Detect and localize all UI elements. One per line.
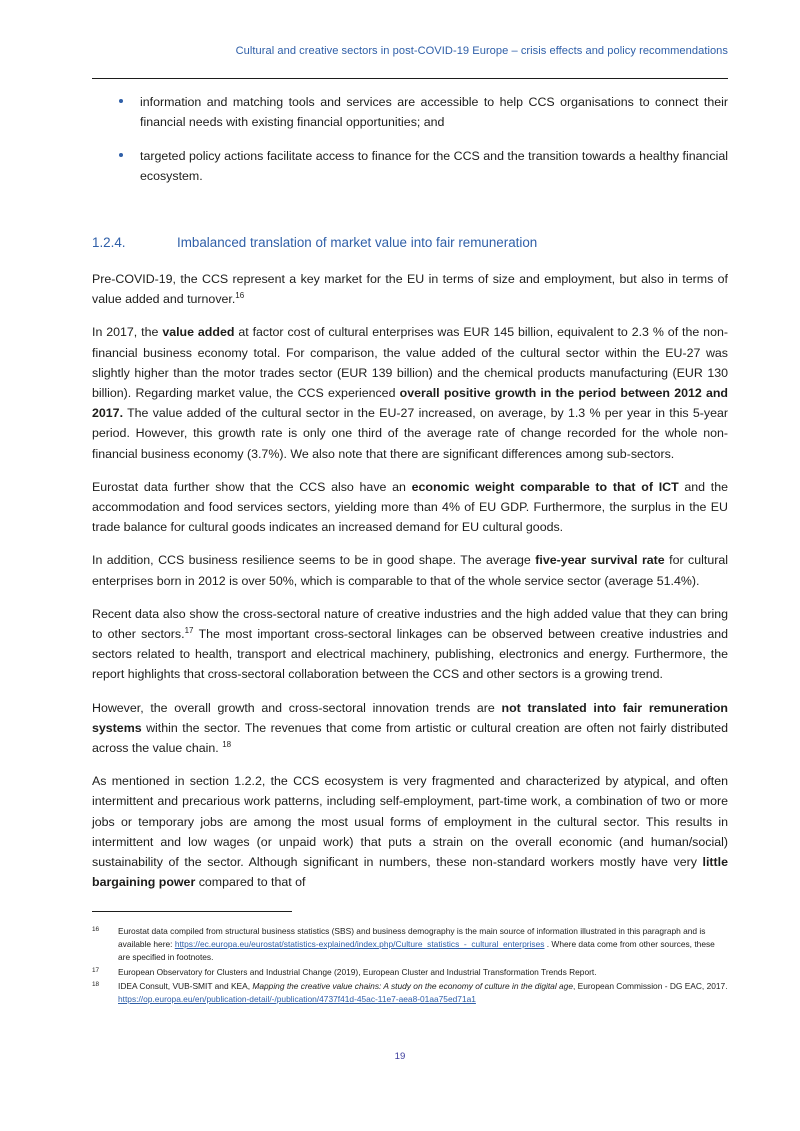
footnote-divider xyxy=(92,911,292,912)
paragraph xyxy=(92,550,728,590)
footnote-link[interactable]: https://op.europa.eu/en/publication-detail/-/publication/4737f41d-45ac-11e7-aea8-01aa75ed71a1 xyxy=(118,994,476,1005)
text-run: Recent data also show the cross-sectoral nature of creative industries and the high added value that they can bring to other sectors. xyxy=(92,606,728,642)
paragraph xyxy=(92,771,728,892)
text-run: However, the overall growth and cross-sectoral innovation trends are xyxy=(92,700,502,715)
text-run: The value added of the cultural sector in the EU-27 increased, on average, by 1.3 % per year in this 5-year period. However, this growth rate is only one third of the average rate of change recorded for the whole non-financial business economy (3.7%). We also note that there are significant differences among sub-sectors. xyxy=(92,406,728,461)
text-run: The most important cross-sectoral linkages can be observed between creative industries and sectors related to health, transport and electrical machinery, publishing, electronics and energy. Furthermore, the report highlights that cross-sectoral collaboration between the CCS and other sectors is a growing trend. xyxy=(92,627,729,682)
footnote xyxy=(92,925,728,965)
footnote-text xyxy=(118,967,597,977)
section-heading xyxy=(92,233,728,253)
text-run: In 2017, the xyxy=(92,325,163,340)
text-run: European Observatory for Clusters and Industrial Change (2019), European Cluster and Industrial Transformation Trends Report. xyxy=(118,966,597,977)
text-run: within the sector. The revenues that come from artistic or cultural creation are often not fairly distributed across the value chain. xyxy=(92,720,728,756)
text-run: for cultural enterprises born in 2012 is over 50%, which is comparable to that of the whole service sector (average 51.4%). xyxy=(92,553,728,588)
bold-run: overall positive growth in the period between 2012 and 2017. xyxy=(92,386,728,421)
bold-run: not translated into fair remuneration systems xyxy=(92,700,728,735)
footnote-reference: 18 xyxy=(222,739,232,749)
footnote-reference: 17 xyxy=(184,625,194,635)
text-run: , European Commission - DG EAC, 2017. xyxy=(573,980,728,991)
bold-run: value added xyxy=(162,325,235,340)
bullet-list xyxy=(92,92,728,186)
footnote-list xyxy=(92,925,728,1007)
bold-run: five-year survival rate xyxy=(535,553,665,568)
footnote xyxy=(92,980,728,1006)
footnote xyxy=(92,966,728,979)
bold-run: little bargaining power xyxy=(92,855,728,890)
paragraph xyxy=(92,322,728,463)
text-run: As mentioned in section 1.2.2, the CCS ecosystem is very fragmented and characterized by atypical, and often intermittent and precarious work patterns, including self-employment, part-time work, a combination of two or more jobs or temporary jobs are among the most usual forms of employment in the cultural sector. This results in intermittent and low wages (or unpaid work) that puts a strain on the overall economic (and human/social) sustainability of the sector. Although significant in numbers, these non-standard workers mostly have very xyxy=(92,774,728,870)
footnote-number: 17 xyxy=(92,966,100,974)
list-item-text: targeted policy actions facilitate access to finance for the CCS and the transition towards a healthy financial ecosystem. xyxy=(140,149,728,183)
footnote-text xyxy=(118,981,728,1004)
footnote-number: 16 xyxy=(92,926,100,933)
paragraph xyxy=(92,477,728,538)
footnote-number: 18 xyxy=(92,980,100,988)
page-content xyxy=(92,92,728,905)
list-item xyxy=(92,92,728,132)
footnote-text xyxy=(118,926,715,962)
footnote-reference: 16 xyxy=(235,291,245,301)
header-divider xyxy=(92,78,728,79)
text-run: Eurostat data further show that the CCS also have an xyxy=(92,479,412,494)
italic-run: Mapping the creative value chains: A study on the economy of culture in the digital age xyxy=(252,980,573,991)
bullet-dot-icon xyxy=(119,153,123,157)
text-run: In addition, CCS business resilience seems to be in good shape. The average xyxy=(92,553,536,568)
running-header: Cultural and creative sectors in post-COVID-19 Europe – crisis effects and policy recommendations xyxy=(235,45,728,57)
text-run: IDEA Consult, VUB-SMIT and KEA, xyxy=(118,980,253,991)
text-run: . Where data come from other sources, these are specified in footnotes. xyxy=(118,939,715,963)
footnote-link[interactable]: https://ec.europa.eu/eurostat/statistics-explained/index.php/Culture_statistics_-_cultural_enterprises xyxy=(174,939,545,950)
text-run: Eurostat data compiled from structural business statistics (SBS) and business demography is the main source of information illustrated in this paragraph and is available here: xyxy=(118,926,706,950)
text-run: Pre-COVID-19, the CCS represent a key market for the EU in terms of size and employment, but also in terms of value added and turnover. xyxy=(92,272,728,307)
list-item-text: information and matching tools and services are accessible to help CCS organisations to connect their financial needs with existing financial opportunities; and xyxy=(140,95,728,129)
text-run: at factor cost of cultural enterprises was EUR 145 billion, equivalent to 2.3 % of the non-financial business economy total. For comparison, the value added of the cultural sector within the EU-27 was slightly higher than the motor trades sector (EUR 139 billion) and the chemical products manufacturing (EUR 130 billion). Regarding market value, the CCS experienced xyxy=(92,325,728,401)
list-item xyxy=(92,146,728,186)
paragraph xyxy=(92,269,728,309)
text-run: and the accommodation and food services sectors, yielding more than 4% of EU GDP. Furthermore, the surplus in the EU trade balance for cultural goods indicates an increased demand for EU cultural goods. xyxy=(92,479,728,535)
bold-run: economic weight comparable to that of ICT xyxy=(411,479,679,494)
bullet-dot-icon xyxy=(119,99,123,103)
paragraph xyxy=(92,698,728,759)
text-run: compared to that of xyxy=(195,875,306,890)
paragraph xyxy=(92,604,728,685)
section-title: Imbalanced translation of market value into fair remuneration xyxy=(177,235,538,250)
section-number: 1.2.4. xyxy=(92,235,126,250)
page-number: 19 xyxy=(394,1051,406,1062)
